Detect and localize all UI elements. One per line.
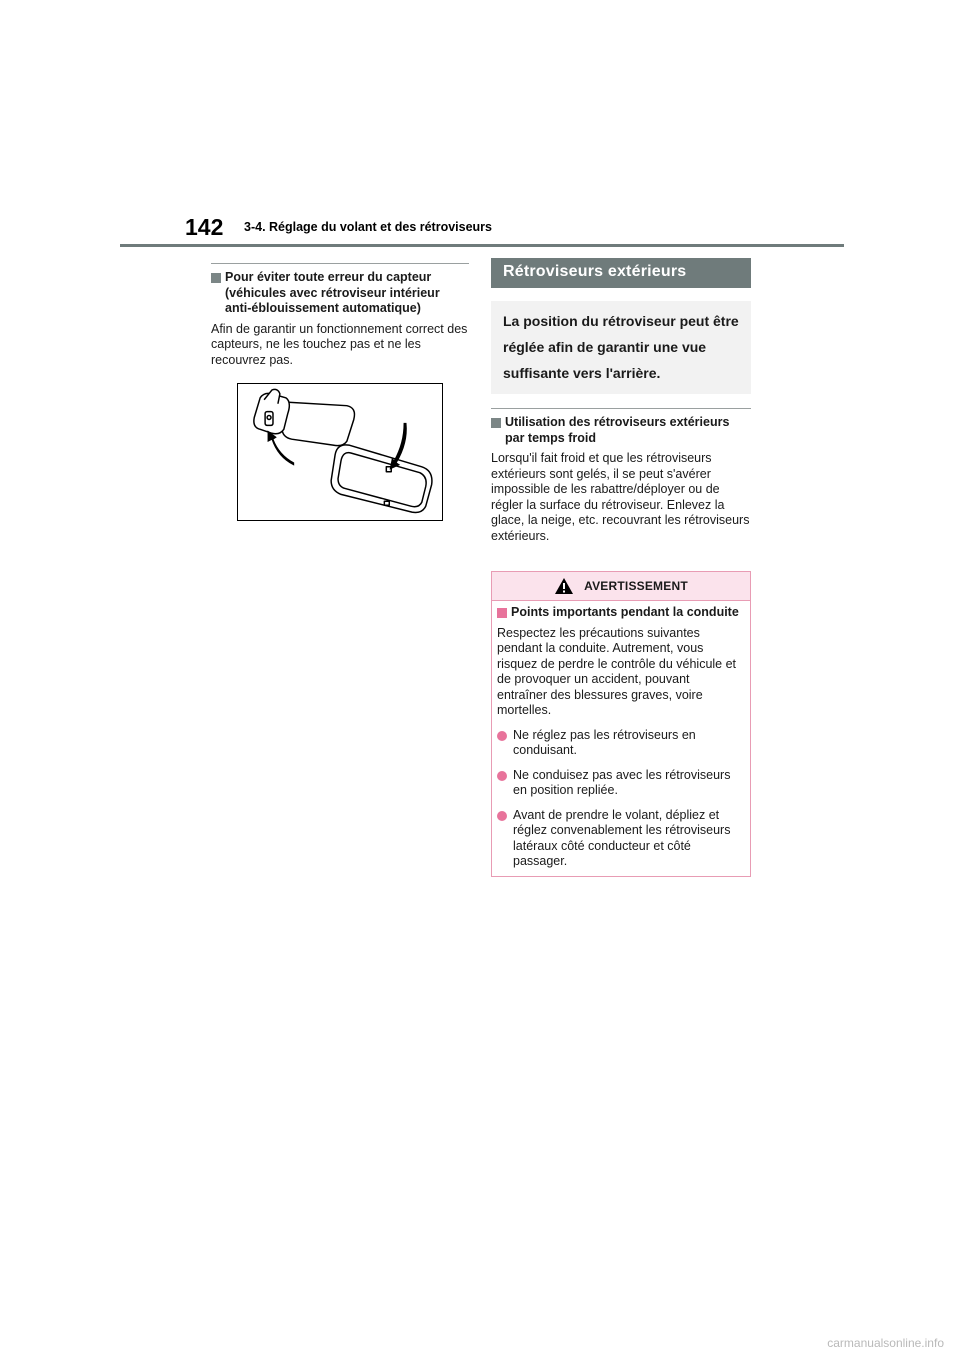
warning-bullet-text: Avant de prendre le volant, dépliez et réglez convenablement les rétroviseurs latéraux côté conducteur et côté passager. (513, 807, 731, 868)
page-number: 142 (185, 214, 224, 240)
warning-triangle-icon (554, 577, 574, 595)
warning-bullet (497, 768, 742, 799)
round-bullet-icon (497, 771, 507, 781)
chapter-title: 3-4. Réglage du volant et des rétroviseurs (244, 220, 492, 234)
header-divider (120, 244, 844, 247)
cold-weather-paragraph: Lorsqu'il fait froid et que les rétroviseurs extérieurs sont gelés, il se peut s'avérer impossible de les rabattre/déployer ou de régler la surface du rétroviseur. Enlevez la glace, la neige, etc. recouvrant les rétroviseurs extérieurs. (491, 451, 750, 543)
warning-box (491, 571, 751, 877)
left-column (211, 263, 469, 521)
square-bullet-icon (491, 418, 501, 428)
round-bullet-icon (497, 811, 507, 821)
warning-paragraph: Respectez les précautions suivantes pendant la conduite. Autrement, vous risquez de perdre le contrôle du véhicule et de provoquer un accident, pouvant entraîner des blessures graves, voire mortelles. (497, 625, 737, 717)
section-divider (491, 408, 751, 409)
warning-title: AVERTISSEMENT (584, 579, 688, 593)
cold-weather-subheading-text: Utilisation des rétroviseurs extérieurs par temps froid (505, 415, 730, 445)
section-divider (211, 263, 469, 264)
warning-body (492, 601, 750, 876)
warning-bullet (497, 728, 742, 759)
round-bullet-icon (497, 731, 507, 741)
mirror-sensor-illustration (237, 383, 443, 521)
sensor-paragraph: Afin de garantir un fonctionnement correct des capteurs, ne les touchez pas et ne les recouvrez pas. (211, 321, 468, 367)
mirror-illustration-drawing (238, 384, 442, 520)
right-column (491, 258, 751, 877)
sensor-subheading-text: Pour éviter toute erreur du capteur (véhicules avec rétroviseur intérieur anti-éblouissement automatique) (225, 270, 440, 315)
section-title-bar: Rétroviseurs extérieurs (491, 258, 751, 288)
warning-bullet-text: Ne conduisez pas avec les rétroviseurs en position repliée. (513, 767, 731, 797)
sensor-subheading (211, 270, 469, 317)
square-bullet-icon (211, 273, 221, 283)
square-bullet-icon (497, 608, 507, 618)
cold-weather-subheading (491, 415, 751, 446)
watermark: carmanualsonline.info (827, 1336, 944, 1350)
warning-subheading-text: Points importants pendant la conduite (511, 605, 739, 619)
warning-bullet (497, 808, 742, 870)
warning-header (492, 572, 750, 601)
lead-box: La position du rétroviseur peut être réglée afin de garantir une vue suffisante vers l'arrière. (491, 301, 751, 394)
warning-subheading (497, 605, 742, 621)
warning-bullet-text: Ne réglez pas les rétroviseurs en conduisant. (513, 727, 696, 757)
